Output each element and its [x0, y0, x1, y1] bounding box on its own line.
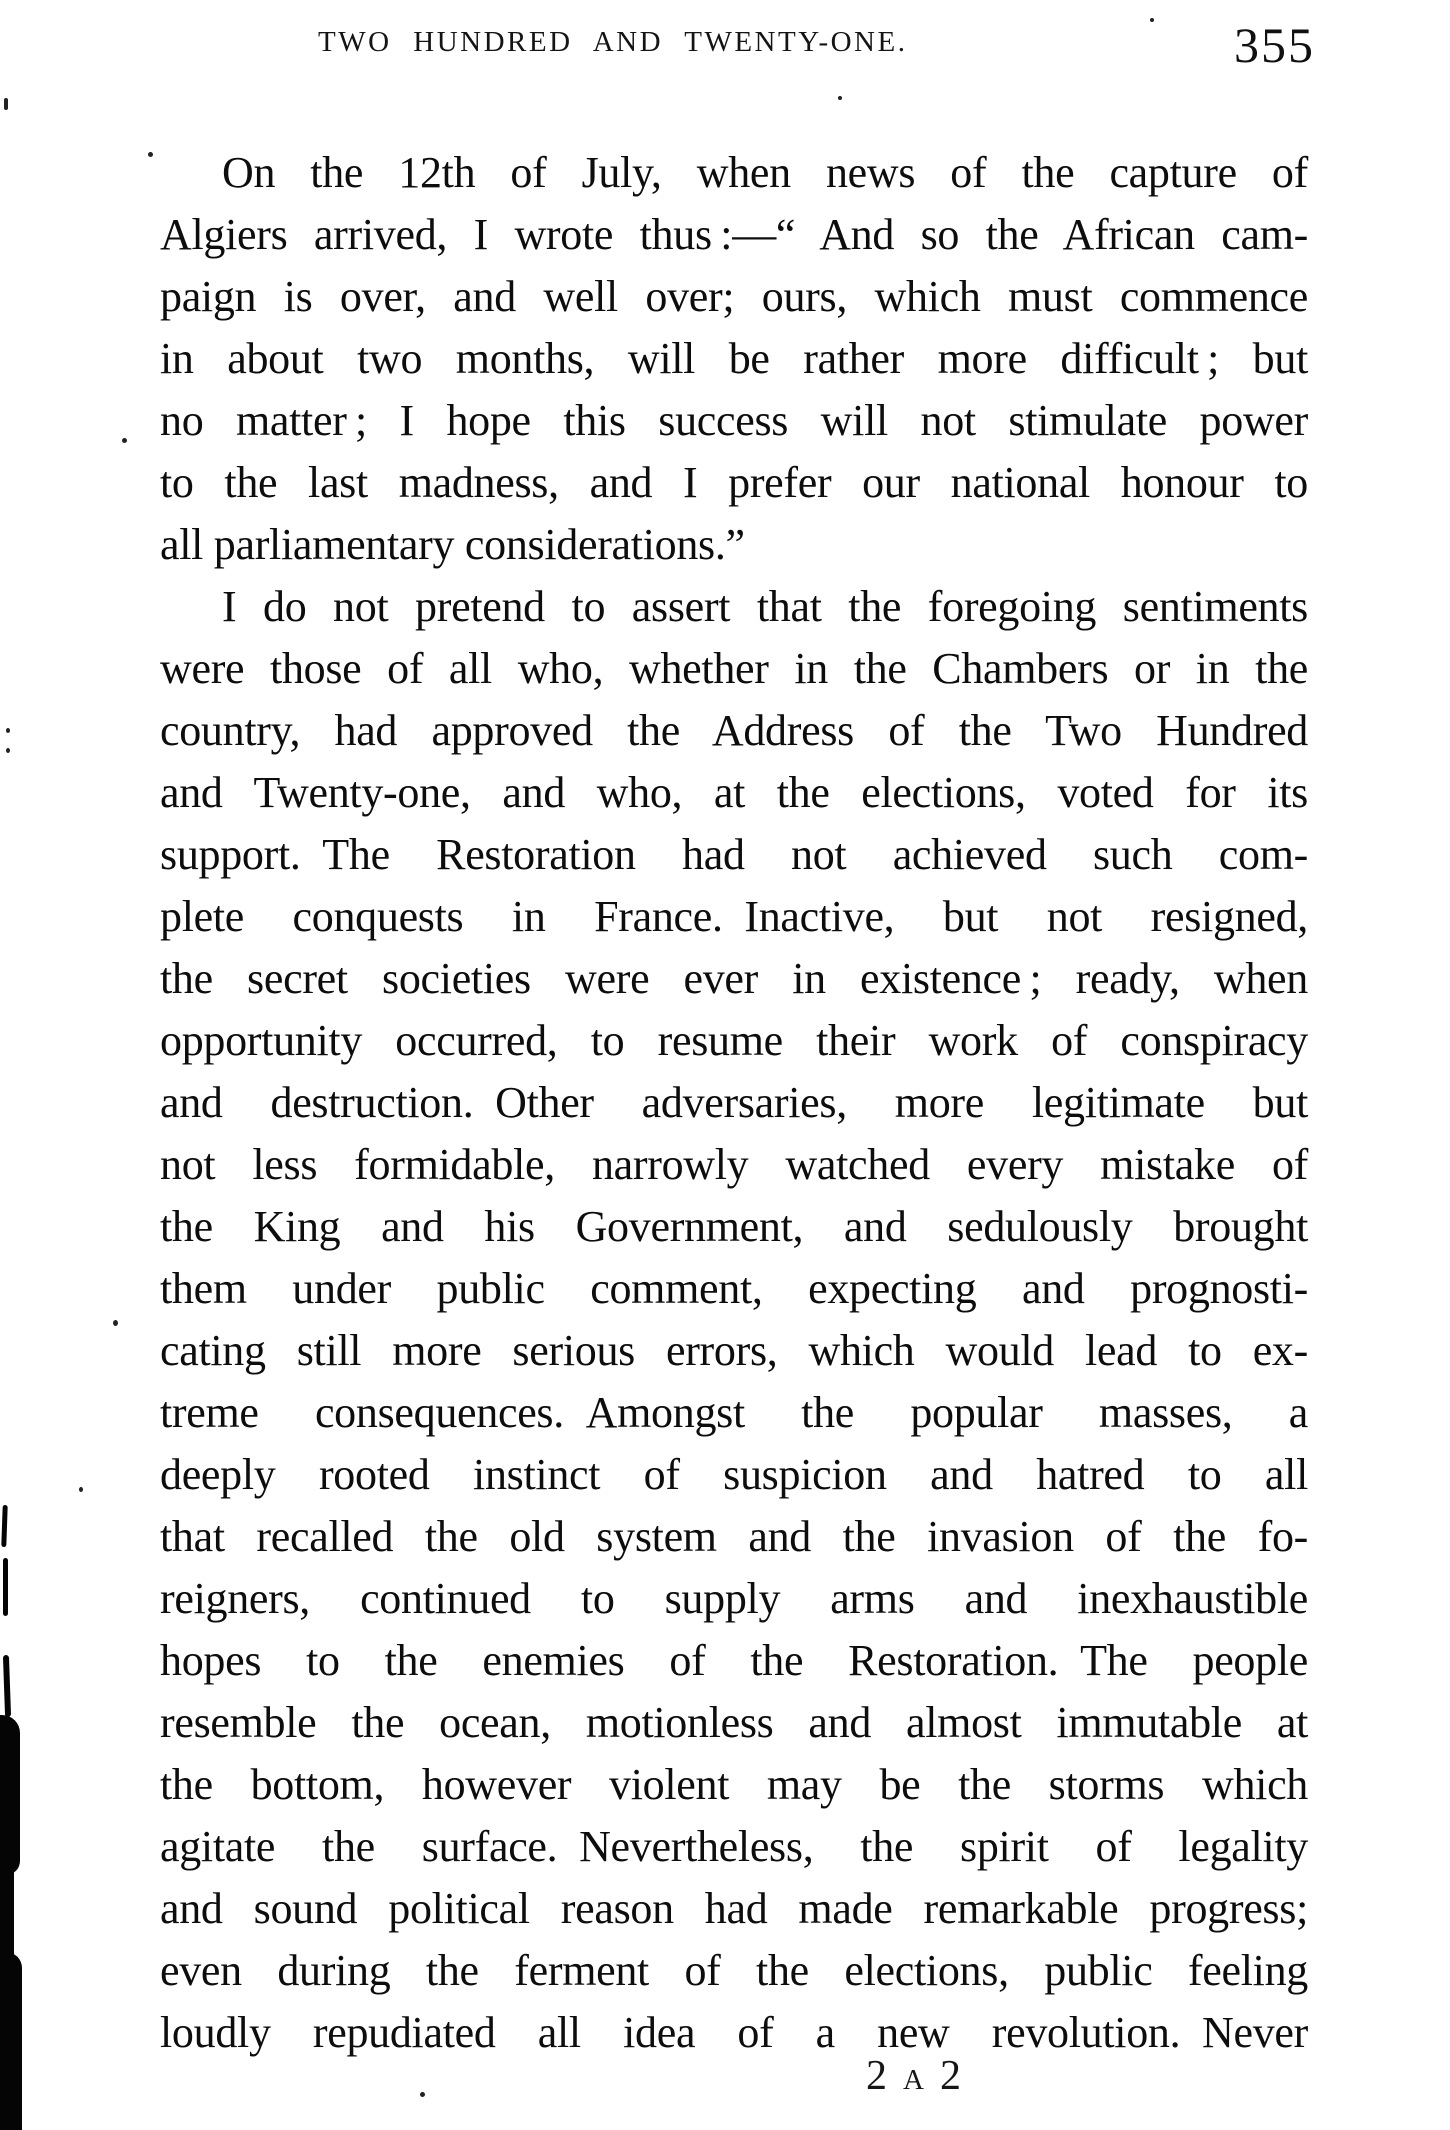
ink-smudge [0, 1952, 22, 2130]
text-line: and destruction. Other adversaries, more legitimate but [160, 1078, 1308, 1127]
text-line: support. The Restoration had not achieved such com- [160, 830, 1308, 879]
ink-speck [113, 1320, 118, 1326]
running-head: TWO HUNDRED AND TWENTY-ONE. [318, 26, 908, 58]
signature-letter: A [903, 2064, 924, 2096]
text-line: On the 12th of July, when news of the capture of [222, 148, 1308, 197]
ink-speck [79, 1487, 83, 1492]
text-line: that recalled the old system and the invasion of the fo- [160, 1512, 1308, 1561]
text-line: all parliamentary considerations.” [160, 520, 745, 569]
text-line: deeply rooted instinct of suspicion and hatred to all [160, 1450, 1308, 1499]
text-line: treme consequences. Amongst the popular masses, a [160, 1388, 1308, 1437]
text-line: the bottom, however violent may be the storms which [160, 1760, 1308, 1809]
text-line: not less formidable, narrowly watched every mistake of [160, 1140, 1308, 1189]
text-line: hopes to the enemies of the Restoration. The people [160, 1636, 1308, 1685]
text-line: the King and his Government, and sedulously brought [160, 1202, 1308, 1251]
text-line: the secret societies were ever in existence ; ready, when [160, 954, 1308, 1003]
text-line: resemble the ocean, motionless and almost immutable at [160, 1698, 1308, 1747]
ink-smudge [0, 1715, 20, 1875]
ink-smudge [1, 1505, 7, 1547]
text-line: in about two months, will be rather more difficult ; but [160, 334, 1308, 383]
text-line: even during the ferment of the elections, public feeling [160, 1946, 1308, 1995]
ink-speck [838, 96, 842, 100]
text-line: country, had approved the Address of the Two Hundred [160, 706, 1308, 755]
text-line: to the last madness, and I prefer our national honour to [160, 458, 1308, 507]
text-line: opportunity occurred, to resume their work of conspiracy [160, 1016, 1308, 1065]
text-line: and sound political reason had made remarkable progress; [160, 1884, 1308, 1933]
text-line: were those of all who, whether in the Chambers or in the [160, 644, 1308, 693]
ink-speck [1150, 18, 1154, 22]
text-line: agitate the surface. Nevertheless, the spirit of legality [160, 1822, 1308, 1871]
text-line: reigners, continued to supply arms and inexhaustible [160, 1574, 1308, 1623]
text-line: Algiers arrived, I wrote thus :—“ And so the African cam- [160, 210, 1308, 259]
text-line: loudly repudiated all idea of a new revolution. Never [160, 2008, 1308, 2057]
ink-speck [6, 748, 10, 753]
text-line: no matter ; I hope this success will not stimulate power [160, 396, 1308, 445]
ink-smudge [3, 1558, 8, 1616]
page-number: 355 [1234, 17, 1315, 73]
ink-speck [4, 98, 8, 110]
page-body [160, 142, 1308, 2064]
text-line: paign is over, and well over; ours, which must commence [160, 272, 1308, 321]
text-line: plete conquests in France. Inactive, but not resigned, [160, 892, 1308, 941]
ink-speck [6, 728, 10, 733]
text-line: cating still more serious errors, which would lead to ex- [160, 1326, 1308, 1375]
ink-speck [122, 438, 127, 443]
text-line: I do not pretend to assert that the foregoing sentiments [222, 582, 1308, 631]
ink-speck [148, 152, 153, 157]
signature-numeral: 2 [866, 2053, 887, 2099]
ink-speck [420, 2092, 425, 2097]
text-line: them under public comment, expecting and prognosti- [160, 1264, 1308, 1313]
printer-signature [866, 2052, 961, 2100]
text-line: and Twenty-one, and who, at the elections, voted for its [160, 768, 1308, 817]
signature-numeral: 2 [939, 2053, 961, 2099]
ink-smudge [3, 1655, 11, 1717]
